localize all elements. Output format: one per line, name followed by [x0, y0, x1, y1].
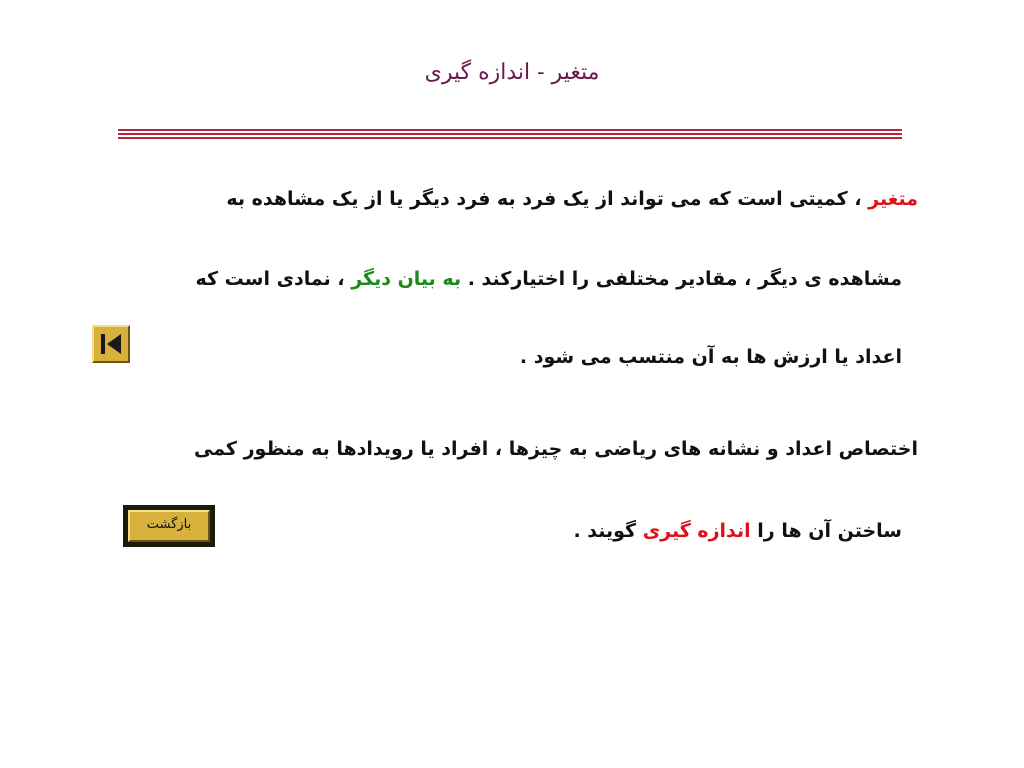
title-divider — [118, 137, 902, 139]
back-button-label: بازگشت — [128, 510, 210, 542]
title-divider — [118, 129, 902, 131]
title-divider — [118, 133, 902, 135]
highlight-in-other-words: به بیان دیگر — [351, 268, 462, 290]
previous-icon — [98, 331, 124, 357]
line-text: ، کمیتی است که می تواند از یک فرد به فرد دیگر یا از یک مشاهده به — [226, 188, 869, 210]
paragraph-line — [195, 268, 902, 290]
page-title: متغیر - اندازه گیری — [424, 60, 600, 85]
paragraph-line: اعداد یا ارزش ها به آن منتسب می شود . — [519, 346, 902, 368]
line-text: مشاهده ی دیگر ، مقادیر مختلفی را اختیارکند . — [461, 268, 902, 290]
previous-button[interactable] — [92, 325, 130, 363]
paragraph-line — [573, 520, 902, 542]
paragraph-line — [118, 188, 918, 210]
term-measurement: اندازه گیری — [642, 520, 751, 542]
line-text: ساختن آن ها را — [750, 520, 902, 542]
line-text: ، نمادی است که — [195, 268, 352, 290]
paragraph-line: اختصاص اعداد و نشانه های ریاضی به چیزها ، افراد یا رویدادها به منظور کمی — [193, 438, 918, 460]
back-button[interactable] — [123, 505, 215, 547]
line-text: گویند . — [573, 520, 643, 542]
term-variable: متغیر — [868, 188, 918, 210]
